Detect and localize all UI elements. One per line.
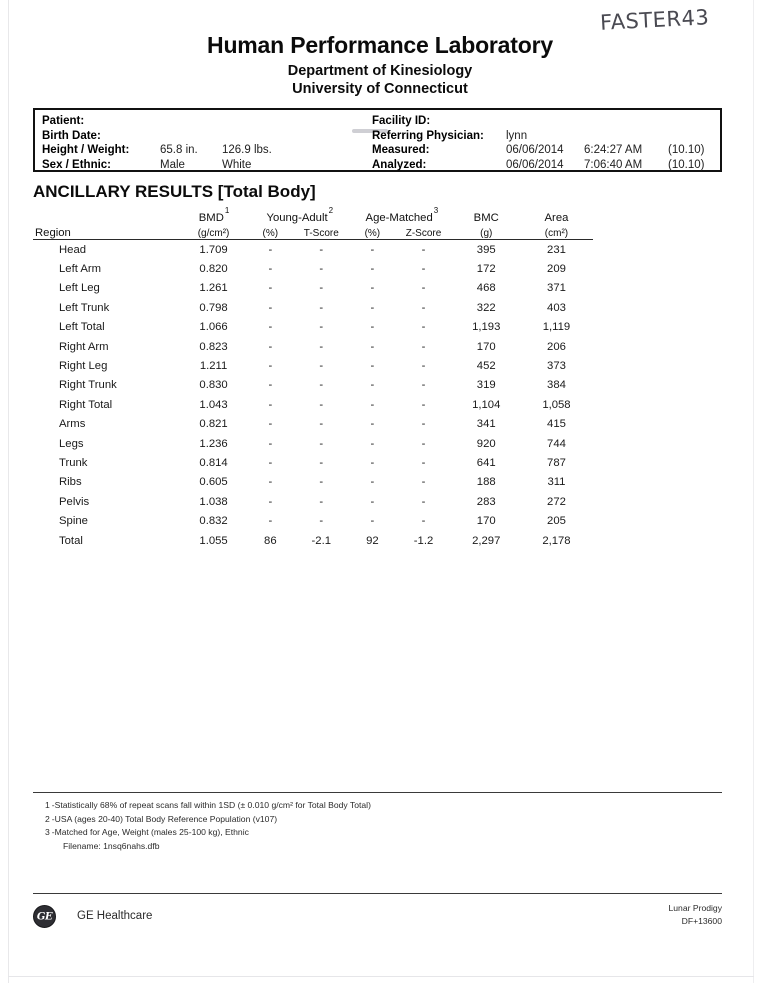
device-model: Lunar Prodigy — [668, 903, 722, 913]
area-value: 2,178 — [542, 534, 571, 547]
analyzed-date: 06/06/2014 — [506, 158, 564, 171]
bmc-value: 2,297 — [472, 534, 501, 547]
page-title: Human Performance Laboratory — [207, 32, 553, 58]
region-name: Right Total — [59, 398, 113, 411]
area-value: 787 — [547, 456, 566, 469]
header-area-unit: (cm²) — [520, 224, 593, 240]
header-area: Area — [544, 212, 569, 224]
header-age-matched-label: Age-Matched — [365, 212, 433, 224]
ya-percent-value: - — [268, 243, 273, 256]
region-name: Right Leg — [59, 360, 108, 373]
ya-percent-value: - — [268, 418, 273, 431]
z-score-value: - — [421, 301, 426, 314]
sex-value: Male — [160, 158, 185, 171]
bmd-value: 0.814 — [199, 456, 228, 469]
ya-percent-value: 86 — [264, 534, 277, 547]
table-row — [33, 415, 593, 434]
table-row — [33, 434, 593, 453]
facility-id-row — [372, 114, 720, 129]
z-score-value: - — [421, 456, 426, 469]
am-percent-value: - — [370, 301, 375, 314]
scan-edge-bottom — [8, 976, 754, 977]
patient-info-box — [33, 108, 722, 172]
region-name: Right Trunk — [59, 379, 117, 392]
bmc-value: 641 — [476, 456, 496, 469]
bmc-value: 468 — [476, 282, 496, 295]
ya-percent-value: - — [268, 437, 273, 450]
bmd-value: 1.066 — [199, 321, 228, 334]
bmd-value: 1.211 — [199, 360, 228, 373]
z-score-value: - — [421, 282, 426, 295]
header-bmc: BMC — [473, 212, 499, 224]
header-z-score: Z-Score — [394, 224, 452, 240]
area-value: 384 — [547, 379, 566, 392]
bmc-value: 172 — [476, 263, 496, 276]
t-score-value: - — [319, 340, 324, 353]
region-name: Trunk — [59, 456, 88, 469]
brand-name: GE Healthcare — [77, 910, 153, 922]
header-bmd-unit: (g/cm²) — [179, 224, 248, 240]
t-score-value: - — [319, 515, 324, 528]
ge-monogram-icon — [33, 905, 56, 928]
table-row — [33, 337, 593, 356]
footnotes-divider — [33, 792, 722, 793]
z-score-value: - — [421, 340, 426, 353]
footnote-item — [33, 813, 722, 827]
bmd-value: 1.055 — [199, 534, 228, 547]
bmc-value: 1,104 — [472, 398, 501, 411]
bmd-value: 0.820 — [199, 263, 228, 276]
ge-monogram-text: GE — [36, 911, 53, 922]
t-score-value: - — [319, 437, 324, 450]
area-value: 1,058 — [542, 398, 571, 411]
referring-physician-label: Referring Physician: — [372, 129, 484, 142]
facility-id-value — [506, 114, 584, 129]
area-value: 231 — [547, 243, 566, 256]
am-percent-value: - — [370, 243, 375, 256]
ya-percent-value: - — [268, 321, 273, 334]
header-age-matched — [350, 206, 452, 224]
t-score-value: - — [319, 301, 324, 314]
bmd-value: 0.798 — [199, 301, 228, 314]
am-percent-value: - — [370, 282, 375, 295]
bmc-value: 395 — [476, 243, 496, 256]
table-header-top-row — [33, 206, 593, 224]
area-value: 205 — [547, 515, 566, 528]
am-percent-value: - — [370, 360, 375, 373]
header-bmd-label: BMD — [198, 212, 224, 224]
bmc-value: 170 — [476, 515, 496, 528]
area-value: 373 — [547, 360, 566, 373]
am-percent-value: - — [370, 263, 375, 276]
am-percent-value: - — [370, 418, 375, 431]
institution-name: University of Connecticut — [292, 81, 468, 98]
bmc-value: 319 — [476, 379, 496, 392]
handwritten-annotation: FASTER43 — [599, 5, 710, 35]
header-age-matched-footnote-marker: 3 — [433, 206, 439, 216]
ya-percent-value: - — [268, 263, 273, 276]
table-row — [33, 279, 593, 298]
birth-date-label: Birth Date: — [42, 129, 101, 142]
region-name: Spine — [59, 515, 88, 528]
header-bmd — [179, 206, 248, 224]
footer-divider — [33, 893, 722, 894]
device-info — [668, 902, 722, 928]
z-score-value: -1.2 — [413, 534, 434, 547]
ya-percent-value: - — [268, 301, 273, 314]
area-value: 415 — [547, 418, 566, 431]
t-score-value: - — [319, 456, 324, 469]
t-score-value: - — [319, 243, 324, 256]
page-footer — [33, 899, 722, 933]
ya-percent-value: - — [268, 340, 273, 353]
footnote-list — [33, 799, 722, 840]
table-row — [33, 453, 593, 472]
z-score-value: - — [421, 379, 426, 392]
z-score-value: - — [421, 418, 426, 431]
ya-percent-value: - — [268, 282, 273, 295]
header-region: Region — [33, 224, 179, 240]
bmc-value: 322 — [476, 301, 496, 314]
bmd-value: 0.832 — [199, 515, 228, 528]
footnote-text: -Statistically 68% of repeat scans fall within 1SD (± 0.010 g/cm² for Total Body Total) — [51, 800, 371, 810]
facility-id-label: Facility ID: — [372, 115, 431, 127]
area-value: 311 — [547, 476, 566, 489]
bmc-value: 283 — [476, 495, 496, 508]
am-percent-value: - — [370, 321, 375, 334]
region-name: Left Arm — [59, 263, 102, 276]
z-score-value: - — [421, 515, 426, 528]
ya-percent-value: - — [268, 379, 273, 392]
ya-percent-value: - — [268, 360, 273, 373]
region-name: Left Leg — [59, 282, 100, 295]
am-percent-value: - — [370, 379, 375, 392]
analyzed-version: (10.10) — [668, 158, 705, 171]
table-row — [33, 473, 593, 492]
footnote-item — [33, 799, 722, 813]
header-young-adult-footnote-marker: 2 — [328, 206, 334, 216]
measured-row — [372, 143, 720, 158]
analyzed-label: Analyzed: — [372, 158, 427, 171]
area-value: 403 — [547, 301, 566, 314]
region-name: Left Trunk — [59, 301, 110, 314]
device-serial: DF+13600 — [681, 916, 722, 926]
footnote-text: -USA (ages 20-40) Total Body Reference Population (v107) — [51, 813, 278, 824]
table-body — [33, 240, 593, 551]
z-score-value: - — [421, 360, 426, 373]
am-percent-value: - — [370, 340, 375, 353]
region-name: Head — [59, 243, 87, 256]
region-name: Arms — [59, 418, 86, 431]
ethnic-value: White — [222, 158, 252, 171]
weight-value: 126.9 lbs. — [222, 144, 272, 157]
z-score-value: - — [421, 243, 426, 256]
footnote-number: 3 — [45, 827, 50, 838]
table-row — [33, 492, 593, 511]
table-row — [33, 376, 593, 395]
bmd-value: 1.038 — [199, 495, 228, 508]
t-score-value: - — [319, 418, 324, 431]
table-row — [33, 259, 593, 278]
am-percent-value: - — [370, 437, 375, 450]
bmc-value: 341 — [476, 418, 496, 431]
header-young-adult-label: Young-Adult — [266, 212, 328, 224]
bmd-value: 0.821 — [199, 418, 228, 431]
t-score-value: - — [319, 398, 324, 411]
bmd-value: 0.823 — [199, 340, 228, 353]
t-score-value: - — [319, 476, 324, 489]
area-value: 371 — [547, 282, 566, 295]
ancillary-results-table — [33, 206, 593, 550]
patient-label: Patient: — [42, 115, 85, 127]
ya-percent-value: - — [268, 495, 273, 508]
t-score-value: - — [319, 321, 324, 334]
bmd-value: 1.043 — [199, 398, 228, 411]
z-score-value: - — [421, 263, 426, 276]
referring-physician-value: lynn — [506, 129, 528, 142]
ya-percent-value: - — [268, 515, 273, 528]
bmd-value: 0.605 — [199, 476, 228, 489]
footnotes-section — [33, 792, 722, 853]
t-score-value: - — [319, 379, 324, 392]
bmd-value: 1.709 — [199, 243, 228, 256]
analyzed-row — [372, 158, 720, 173]
t-score-value: - — [319, 495, 324, 508]
patient-name-row — [42, 114, 388, 129]
region-name: Legs — [59, 437, 84, 450]
bmc-value: 920 — [476, 437, 496, 450]
am-percent-value: - — [370, 398, 375, 411]
area-value: 206 — [547, 340, 566, 353]
am-percent-value: - — [370, 476, 375, 489]
filename-line: Filename: 1nsq6nahs.dfb — [63, 840, 160, 851]
header-ya-percent: (%) — [248, 224, 292, 240]
z-score-value: - — [421, 321, 426, 334]
referring-physician-row — [372, 129, 720, 144]
t-score-value: - — [319, 360, 324, 373]
analyzed-time: 7:06:40 AM — [584, 158, 643, 171]
table-row — [33, 298, 593, 317]
area-value: 209 — [547, 263, 566, 276]
footnote-item — [33, 826, 722, 840]
bmc-value: 170 — [476, 340, 496, 353]
region-name: Pelvis — [59, 495, 90, 508]
scan-edge-right — [753, 0, 754, 983]
height-value: 65.8 in. — [160, 144, 198, 157]
patient-info-left-column — [42, 114, 388, 172]
region-name: Left Total — [59, 321, 105, 334]
ya-percent-value: - — [268, 456, 273, 469]
region-name: Ribs — [59, 476, 82, 489]
header-am-percent: (%) — [350, 224, 394, 240]
document-header — [0, 32, 760, 98]
bmd-value: 1.261 — [199, 282, 228, 295]
measured-date: 06/06/2014 — [506, 144, 564, 157]
table-header-bottom-row — [33, 224, 593, 240]
birth-date-row — [42, 129, 388, 144]
height-weight-label: Height / Weight: — [42, 144, 130, 157]
patient-info-right-column — [372, 114, 720, 172]
measured-version: (10.10) — [668, 144, 705, 157]
header-bmd-footnote-marker: 1 — [224, 206, 230, 216]
table-row — [33, 240, 593, 260]
scan-edge-left — [8, 0, 9, 983]
t-score-value: - — [319, 282, 324, 295]
t-score-value: -2.1 — [311, 534, 332, 547]
z-score-value: - — [421, 495, 426, 508]
height-weight-row — [42, 143, 388, 158]
measured-label: Measured: — [372, 144, 430, 157]
table-row — [33, 356, 593, 375]
area-value: 744 — [547, 437, 566, 450]
header-bmc-unit: (g) — [453, 224, 520, 240]
table-row — [33, 318, 593, 337]
am-percent-value: - — [370, 515, 375, 528]
area-value: 1,119 — [542, 321, 571, 334]
header-t-score: T-Score — [292, 224, 350, 240]
table-row — [33, 395, 593, 414]
bmc-value: 452 — [476, 360, 496, 373]
region-name: Total — [59, 534, 83, 547]
header-young-adult — [248, 206, 350, 224]
footnote-number: 1 — [45, 800, 50, 810]
z-score-value: - — [421, 437, 426, 450]
bmd-value: 0.830 — [199, 379, 228, 392]
bmc-value: 188 — [476, 476, 496, 489]
ya-percent-value: - — [268, 476, 273, 489]
ya-percent-value: - — [268, 398, 273, 411]
department-name: Department of Kinesiology — [287, 63, 473, 79]
section-heading: ANCILLARY RESULTS [Total Body] — [33, 182, 316, 201]
table-row — [33, 531, 593, 550]
bmd-value: 1.236 — [199, 437, 228, 450]
table-row — [33, 511, 593, 530]
region-name: Right Arm — [59, 340, 109, 353]
sex-ethnic-label: Sex / Ethnic: — [42, 158, 112, 171]
footnote-text: -Matched for Age, Weight (males 25-100 kg), Ethnic — [51, 827, 249, 838]
bmc-value: 1,193 — [472, 321, 501, 334]
footnote-number: 2 — [45, 813, 50, 824]
birth-date-value — [160, 129, 222, 144]
area-value: 272 — [547, 495, 566, 508]
header-spacer — [33, 206, 179, 224]
patient-value — [160, 114, 222, 129]
am-percent-value: 92 — [366, 534, 379, 547]
measured-time: 6:24:27 AM — [584, 144, 643, 157]
am-percent-value: - — [370, 456, 375, 469]
z-score-value: - — [421, 476, 426, 489]
sex-ethnic-row — [42, 158, 388, 173]
z-score-value: - — [421, 398, 426, 411]
am-percent-value: - — [370, 495, 375, 508]
t-score-value: - — [319, 263, 324, 276]
